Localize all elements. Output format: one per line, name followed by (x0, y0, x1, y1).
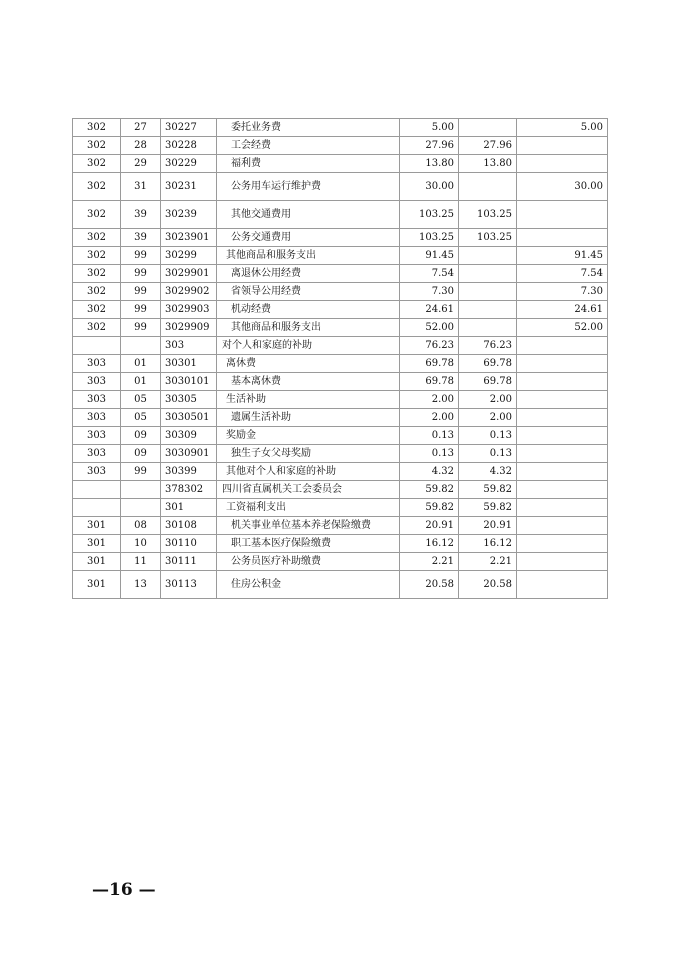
item-code-cell: 99 (121, 247, 161, 265)
total-amount-cell: 20.58 (400, 571, 459, 599)
table-row (73, 119, 608, 137)
subject-name-cell: 公务交通费用 (217, 229, 400, 247)
class-code-cell: 303 (73, 463, 121, 481)
project-expenditure-cell (517, 201, 608, 229)
table-row (73, 535, 608, 553)
table-row (73, 137, 608, 155)
subject-name-cell: 四川省直属机关工会委员会 (217, 481, 400, 499)
item-code-cell: 28 (121, 137, 161, 155)
item-code-cell: 09 (121, 445, 161, 463)
subject-code-cell: 3029909 (161, 319, 217, 337)
project-expenditure-cell (517, 355, 608, 373)
basic-expenditure-cell (459, 319, 517, 337)
class-code-cell: 301 (73, 517, 121, 535)
class-code-cell: 303 (73, 391, 121, 409)
table-row (73, 319, 608, 337)
subject-code-cell: 30399 (161, 463, 217, 481)
total-amount-cell: 103.25 (400, 201, 459, 229)
subject-name-cell: 工会经费 (217, 137, 400, 155)
table-body (73, 119, 608, 599)
subject-name-cell: 离退休公用经费 (217, 265, 400, 283)
total-amount-cell: 5.00 (400, 119, 459, 137)
subject-code-cell: 30305 (161, 391, 217, 409)
class-code-cell: 302 (73, 137, 121, 155)
subject-name-cell: 其他商品和服务支出 (217, 247, 400, 265)
total-amount-cell: 27.96 (400, 137, 459, 155)
table-row (73, 445, 608, 463)
basic-expenditure-cell: 103.25 (459, 201, 517, 229)
basic-expenditure-cell: 2.00 (459, 391, 517, 409)
class-code-cell: 301 (73, 571, 121, 599)
class-code-cell (73, 499, 121, 517)
table-row (73, 427, 608, 445)
project-expenditure-cell (517, 373, 608, 391)
subject-code-cell: 30108 (161, 517, 217, 535)
table-row (73, 337, 608, 355)
item-code-cell (121, 337, 161, 355)
item-code-cell: 05 (121, 409, 161, 427)
class-code-cell: 302 (73, 229, 121, 247)
total-amount-cell: 2.00 (400, 391, 459, 409)
table-row (73, 201, 608, 229)
table-row (73, 229, 608, 247)
item-code-cell: 99 (121, 265, 161, 283)
subject-name-cell: 省领导公用经费 (217, 283, 400, 301)
subject-name-cell: 独生子女父母奖励 (217, 445, 400, 463)
project-expenditure-cell (517, 229, 608, 247)
item-code-cell: 13 (121, 571, 161, 599)
class-code-cell: 302 (73, 155, 121, 173)
basic-expenditure-cell (459, 119, 517, 137)
item-code-cell: 09 (121, 427, 161, 445)
subject-code-cell: 378302 (161, 481, 217, 499)
table-row (73, 409, 608, 427)
basic-expenditure-cell: 16.12 (459, 535, 517, 553)
item-code-cell: 99 (121, 283, 161, 301)
table-row (73, 247, 608, 265)
project-expenditure-cell (517, 481, 608, 499)
table-row (73, 283, 608, 301)
basic-expenditure-cell: 69.78 (459, 373, 517, 391)
table-row (73, 155, 608, 173)
table-row (73, 265, 608, 283)
project-expenditure-cell (517, 137, 608, 155)
table-row (73, 553, 608, 571)
total-amount-cell: 24.61 (400, 301, 459, 319)
project-expenditure-cell (517, 499, 608, 517)
total-amount-cell: 7.54 (400, 265, 459, 283)
item-code-cell: 11 (121, 553, 161, 571)
subject-name-cell: 其他对个人和家庭的补助 (217, 463, 400, 481)
class-code-cell: 303 (73, 373, 121, 391)
subject-code-cell: 30228 (161, 137, 217, 155)
basic-expenditure-cell (459, 283, 517, 301)
subject-name-cell: 住房公积金 (217, 571, 400, 599)
subject-code-cell: 30227 (161, 119, 217, 137)
project-expenditure-cell (517, 427, 608, 445)
total-amount-cell: 69.78 (400, 373, 459, 391)
project-expenditure-cell (517, 391, 608, 409)
basic-expenditure-cell: 27.96 (459, 137, 517, 155)
total-amount-cell: 76.23 (400, 337, 459, 355)
item-code-cell: 27 (121, 119, 161, 137)
class-code-cell: 303 (73, 427, 121, 445)
page-number: —16 — (92, 880, 156, 900)
subject-code-cell: 30239 (161, 201, 217, 229)
table-row (73, 301, 608, 319)
item-code-cell: 05 (121, 391, 161, 409)
item-code-cell (121, 481, 161, 499)
project-expenditure-cell: 24.61 (517, 301, 608, 319)
basic-expenditure-cell: 59.82 (459, 499, 517, 517)
basic-expenditure-cell (459, 265, 517, 283)
total-amount-cell: 30.00 (400, 173, 459, 201)
subject-name-cell: 对个人和家庭的补助 (217, 337, 400, 355)
item-code-cell: 29 (121, 155, 161, 173)
basic-expenditure-cell: 13.80 (459, 155, 517, 173)
total-amount-cell: 59.82 (400, 481, 459, 499)
table-row (73, 517, 608, 535)
total-amount-cell: 2.00 (400, 409, 459, 427)
total-amount-cell: 7.30 (400, 283, 459, 301)
class-code-cell: 302 (73, 201, 121, 229)
basic-expenditure-cell: 20.91 (459, 517, 517, 535)
item-code-cell: 01 (121, 373, 161, 391)
class-code-cell: 302 (73, 319, 121, 337)
basic-expenditure-cell: 0.13 (459, 427, 517, 445)
total-amount-cell: 69.78 (400, 355, 459, 373)
class-code-cell: 302 (73, 265, 121, 283)
subject-code-cell: 30231 (161, 173, 217, 201)
class-code-cell: 302 (73, 301, 121, 319)
class-code-cell (73, 337, 121, 355)
basic-expenditure-cell: 20.58 (459, 571, 517, 599)
subject-code-cell: 3029903 (161, 301, 217, 319)
project-expenditure-cell: 30.00 (517, 173, 608, 201)
subject-name-cell: 机关事业单位基本养老保险缴费 (217, 517, 400, 535)
basic-expenditure-cell: 4.32 (459, 463, 517, 481)
table-row (73, 173, 608, 201)
class-code-cell: 301 (73, 535, 121, 553)
subject-name-cell: 职工基本医疗保险缴费 (217, 535, 400, 553)
basic-expenditure-cell: 0.13 (459, 445, 517, 463)
subject-code-cell: 301 (161, 499, 217, 517)
basic-expenditure-cell: 59.82 (459, 481, 517, 499)
project-expenditure-cell (517, 155, 608, 173)
total-amount-cell: 91.45 (400, 247, 459, 265)
total-amount-cell: 2.21 (400, 553, 459, 571)
item-code-cell: 01 (121, 355, 161, 373)
basic-expenditure-cell: 2.00 (459, 409, 517, 427)
subject-code-cell: 30299 (161, 247, 217, 265)
total-amount-cell: 20.91 (400, 517, 459, 535)
basic-expenditure-cell (459, 247, 517, 265)
subject-name-cell: 工资福利支出 (217, 499, 400, 517)
subject-code-cell: 30301 (161, 355, 217, 373)
total-amount-cell: 52.00 (400, 319, 459, 337)
table-row (73, 481, 608, 499)
project-expenditure-cell: 7.54 (517, 265, 608, 283)
subject-name-cell: 其他商品和服务支出 (217, 319, 400, 337)
subject-name-cell: 基本离休费 (217, 373, 400, 391)
table-row (73, 373, 608, 391)
item-code-cell: 99 (121, 463, 161, 481)
total-amount-cell: 0.13 (400, 427, 459, 445)
subject-code-cell: 30229 (161, 155, 217, 173)
item-code-cell: 39 (121, 229, 161, 247)
subject-code-cell: 3030501 (161, 409, 217, 427)
budget-expenditure-table (72, 118, 608, 599)
subject-code-cell: 3029902 (161, 283, 217, 301)
subject-name-cell: 奖励金 (217, 427, 400, 445)
item-code-cell: 31 (121, 173, 161, 201)
total-amount-cell: 16.12 (400, 535, 459, 553)
item-code-cell: 99 (121, 319, 161, 337)
subject-code-cell: 30110 (161, 535, 217, 553)
class-code-cell: 302 (73, 119, 121, 137)
subject-code-cell: 30309 (161, 427, 217, 445)
total-amount-cell: 59.82 (400, 499, 459, 517)
subject-name-cell: 委托业务费 (217, 119, 400, 137)
project-expenditure-cell (517, 571, 608, 599)
project-expenditure-cell (517, 517, 608, 535)
basic-expenditure-cell: 2.21 (459, 553, 517, 571)
subject-name-cell: 离休费 (217, 355, 400, 373)
class-code-cell: 302 (73, 247, 121, 265)
class-code-cell: 303 (73, 445, 121, 463)
table-row (73, 571, 608, 599)
item-code-cell: 10 (121, 535, 161, 553)
project-expenditure-cell (517, 535, 608, 553)
subject-name-cell: 公务员医疗补助缴费 (217, 553, 400, 571)
item-code-cell: 99 (121, 301, 161, 319)
class-code-cell (73, 481, 121, 499)
subject-name-cell: 公务用车运行维护费 (217, 173, 400, 201)
subject-code-cell: 3030101 (161, 373, 217, 391)
item-code-cell: 39 (121, 201, 161, 229)
basic-expenditure-cell: 103.25 (459, 229, 517, 247)
basic-expenditure-cell: 69.78 (459, 355, 517, 373)
subject-name-cell: 生活补助 (217, 391, 400, 409)
item-code-cell: 08 (121, 517, 161, 535)
subject-code-cell: 30111 (161, 553, 217, 571)
basic-expenditure-cell: 76.23 (459, 337, 517, 355)
project-expenditure-cell (517, 337, 608, 355)
basic-expenditure-cell (459, 301, 517, 319)
basic-expenditure-cell (459, 173, 517, 201)
project-expenditure-cell (517, 463, 608, 481)
subject-name-cell: 遗属生活补助 (217, 409, 400, 427)
class-code-cell: 302 (73, 283, 121, 301)
subject-name-cell: 其他交通费用 (217, 201, 400, 229)
class-code-cell: 302 (73, 173, 121, 201)
table-row (73, 391, 608, 409)
class-code-cell: 303 (73, 355, 121, 373)
subject-code-cell: 303 (161, 337, 217, 355)
project-expenditure-cell: 52.00 (517, 319, 608, 337)
project-expenditure-cell (517, 445, 608, 463)
table-row (73, 499, 608, 517)
project-expenditure-cell (517, 409, 608, 427)
class-code-cell: 303 (73, 409, 121, 427)
item-code-cell (121, 499, 161, 517)
subject-code-cell: 3030901 (161, 445, 217, 463)
table-row (73, 355, 608, 373)
project-expenditure-cell (517, 553, 608, 571)
subject-code-cell: 3029901 (161, 265, 217, 283)
subject-code-cell: 3023901 (161, 229, 217, 247)
project-expenditure-cell: 7.30 (517, 283, 608, 301)
table-row (73, 463, 608, 481)
project-expenditure-cell: 91.45 (517, 247, 608, 265)
subject-name-cell: 福利费 (217, 155, 400, 173)
subject-code-cell: 30113 (161, 571, 217, 599)
total-amount-cell: 4.32 (400, 463, 459, 481)
total-amount-cell: 0.13 (400, 445, 459, 463)
total-amount-cell: 13.80 (400, 155, 459, 173)
subject-name-cell: 机动经费 (217, 301, 400, 319)
project-expenditure-cell: 5.00 (517, 119, 608, 137)
class-code-cell: 301 (73, 553, 121, 571)
total-amount-cell: 103.25 (400, 229, 459, 247)
